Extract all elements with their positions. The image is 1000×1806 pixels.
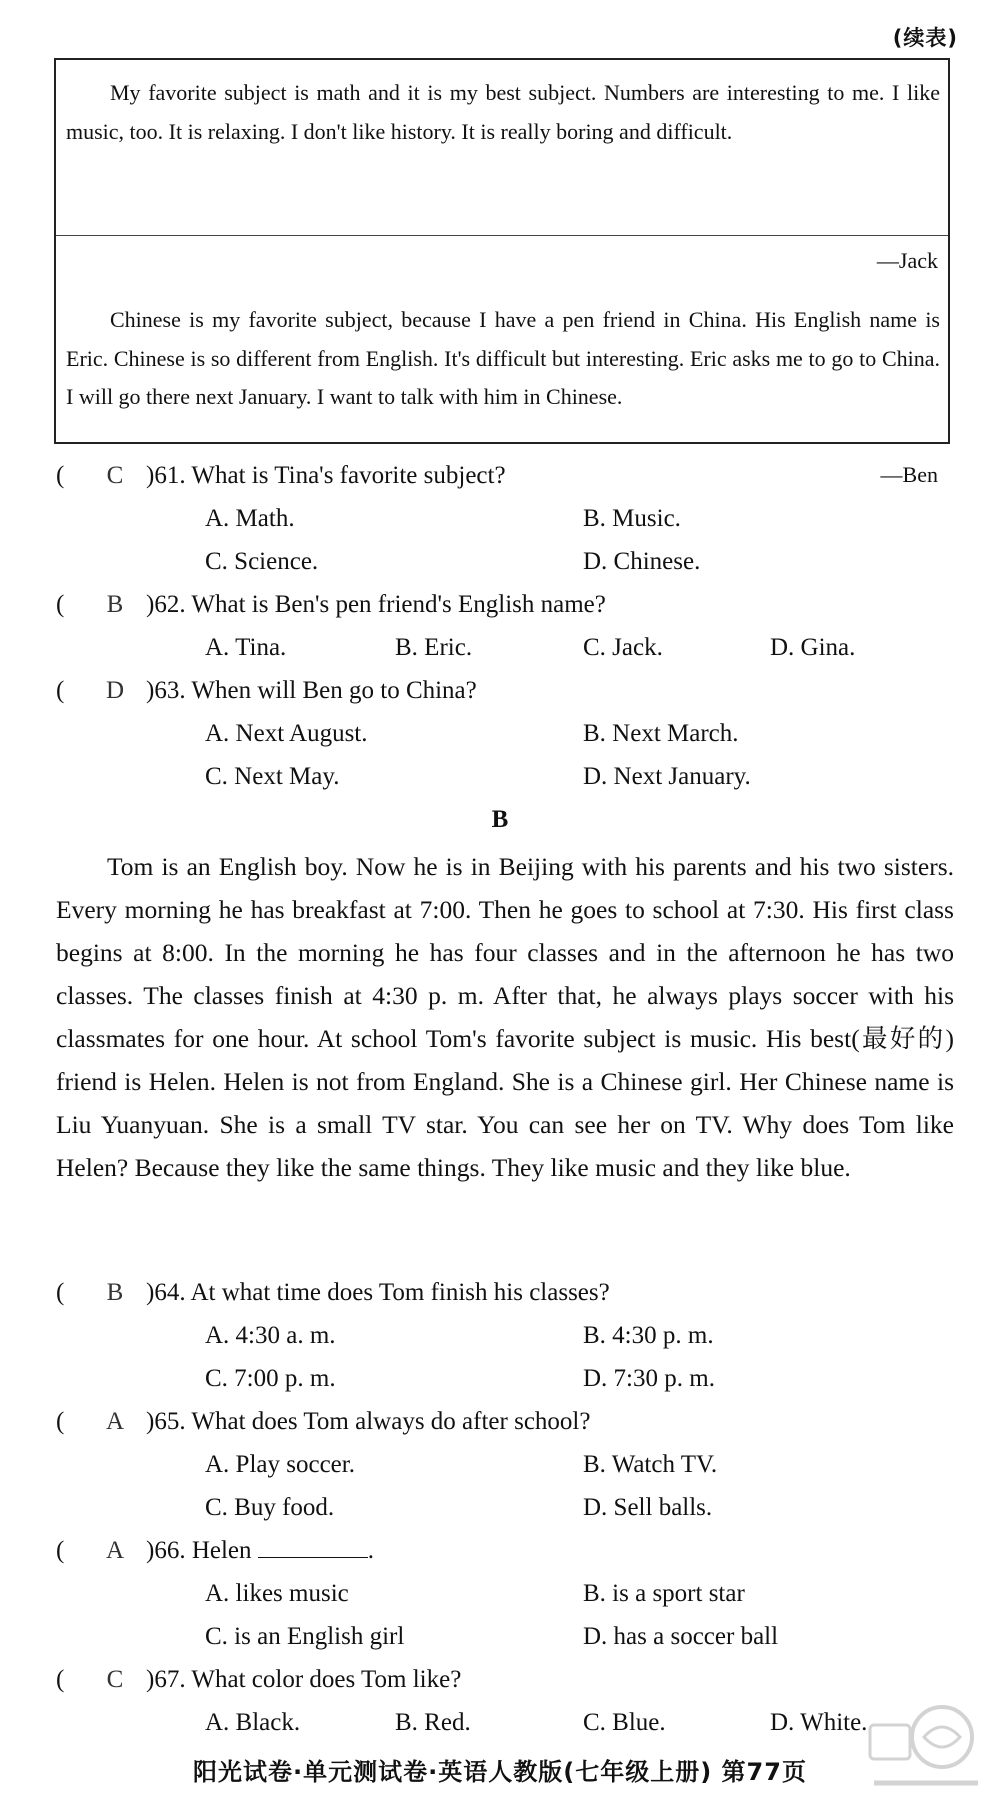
paren-open: ( — [56, 1666, 65, 1693]
question-text: What color does Tom like? — [191, 1666, 462, 1693]
question-text: Helen — [191, 1537, 252, 1564]
option-d: D. Next January. — [583, 763, 751, 790]
option-c: C. Science. — [205, 548, 319, 575]
option-a: A. Math. — [205, 505, 295, 532]
question-number: )62. — [146, 591, 186, 618]
option-b: B. Music. — [583, 505, 681, 532]
option-a: A. Black. — [205, 1709, 301, 1736]
answer-mark: A — [105, 1537, 125, 1564]
question-66 — [56, 1537, 374, 1565]
question-number: )65. — [146, 1408, 186, 1435]
option-d: D. Sell balls. — [583, 1494, 713, 1521]
passage-b-text: Tom is an English boy. Now he is in Beijing with his parents and his two sisters. Every morning he has breakfast at 7:00. Then he goes to school at 7:30. His first class begins at 8:00. In the morning he has four classes and in the afternoon he has two classes. The classes finish at 4:30 p. m. After that, he always plays soccer with his classmates for one hour. At school Tom's favorite subject is music. His best(最好的) friend is Helen. Helen is not from England. She is a Chinese girl. Her Chinese name is Liu Yuanyuan. She is a small TV star. You can see her on TV. Why does Tom like Helen? Because they like the same things. They like music and they like blue. — [56, 852, 954, 1182]
question-number: )63. — [146, 677, 186, 704]
paren-open: ( — [56, 1537, 65, 1564]
option-d: D. Chinese. — [583, 548, 701, 575]
answer-mark: A — [105, 1408, 125, 1435]
option-c: C. Jack. — [583, 634, 663, 661]
answer-mark: D — [105, 677, 125, 704]
question-text: What is Ben's pen friend's English name? — [191, 591, 606, 618]
question-number: )67. — [146, 1666, 186, 1693]
table-divider — [56, 235, 948, 236]
answer-mark: B — [106, 1279, 124, 1306]
watermark-logo-icon — [862, 1695, 982, 1795]
answer-mark: C — [106, 462, 124, 489]
question-63 — [56, 677, 477, 705]
answer-mark: B — [106, 591, 124, 618]
continuation-label: (续表) — [892, 26, 958, 50]
passage-ben — [56, 301, 948, 417]
question-text: What is Tina's favorite subject? — [191, 462, 506, 489]
option-b: B. 4:30 p. m. — [583, 1322, 714, 1349]
answer-mark: C — [106, 1666, 124, 1693]
question-text: When will Ben go to China? — [191, 677, 477, 704]
passage-jack — [56, 74, 948, 151]
question-62 — [56, 591, 606, 619]
question-suffix: . — [367, 1537, 375, 1564]
page-footer: 阳光试卷·单元测试卷·英语人教版(七年级上册) 第77页 — [193, 1758, 807, 1786]
question-64 — [56, 1279, 610, 1307]
option-d: D. 7:30 p. m. — [583, 1365, 715, 1392]
option-a: A. Next August. — [205, 720, 368, 747]
paren-open: ( — [56, 591, 65, 618]
passage-text: Chinese is my favorite subject, because I have a pen friend in China. His English name is Eric. Chinese is so different from English. It's difficult but interesting. Eric asks me to go to China. I will go there next January. I want to talk with him in Chinese. — [66, 307, 940, 409]
option-b: B. Red. — [395, 1709, 471, 1736]
passage-author: —Jack — [876, 248, 938, 273]
option-a: A. likes music — [205, 1580, 349, 1607]
option-c: C. Blue. — [583, 1709, 666, 1736]
section-heading: B — [491, 806, 509, 833]
option-b: B. Eric. — [395, 634, 473, 661]
option-a: A. Play soccer. — [205, 1451, 355, 1478]
question-61 — [56, 462, 506, 490]
option-c: C. Buy food. — [205, 1494, 335, 1521]
passage-author: —Ben — [880, 462, 938, 487]
question-text: What does Tom always do after school? — [191, 1408, 591, 1435]
passage-text: My favorite subject is math and it is my best subject. Numbers are interesting to me. I like music, too. It is relaxing. I don't like history. It is really boring and difficult. — [66, 80, 940, 144]
question-number: )61. — [146, 462, 186, 489]
paren-open: ( — [56, 1279, 65, 1306]
option-b: B. is a sport star — [583, 1580, 745, 1607]
option-c: C. Next May. — [205, 763, 340, 790]
option-c: C. 7:00 p. m. — [205, 1365, 336, 1392]
option-c: C. is an English girl — [205, 1623, 405, 1650]
option-d: D. Gina. — [770, 634, 856, 661]
question-67 — [56, 1666, 461, 1694]
option-b: B. Next March. — [583, 720, 739, 747]
question-65 — [56, 1408, 590, 1436]
paren-open: ( — [56, 677, 65, 704]
paren-open: ( — [56, 462, 65, 489]
option-d: D. White. — [770, 1709, 868, 1736]
question-text: At what time does Tom finish his classes? — [190, 1279, 610, 1306]
question-number: )66. — [146, 1537, 186, 1564]
option-d: D. has a soccer ball — [583, 1623, 779, 1650]
option-b: B. Watch TV. — [583, 1451, 718, 1478]
paren-open: ( — [56, 1408, 65, 1435]
option-a: A. 4:30 a. m. — [205, 1322, 336, 1349]
answer-blank — [258, 1537, 368, 1558]
option-a: A. Tina. — [205, 634, 287, 661]
question-number: )64. — [146, 1279, 186, 1306]
